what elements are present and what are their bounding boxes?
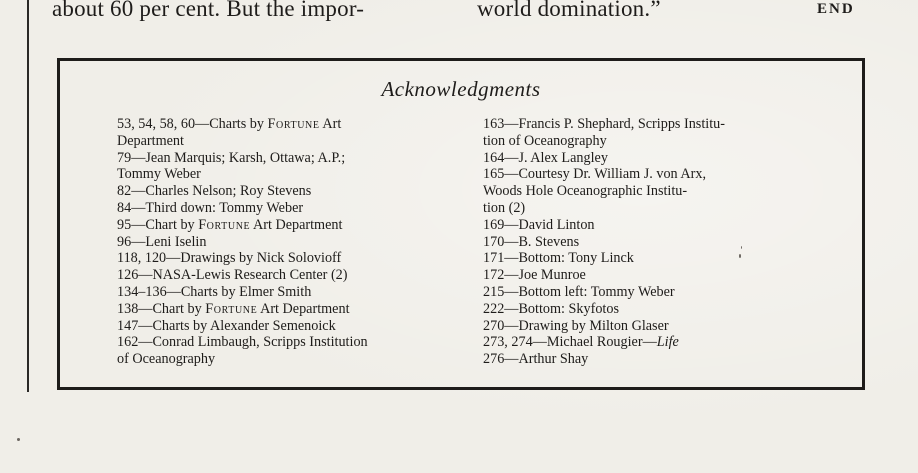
credit-entry (117, 250, 457, 267)
credit-entry (117, 234, 457, 251)
credit-line: 134–136—Charts by Elmer Smith (117, 283, 312, 300)
credit-line: 172—Joe Munroe (483, 267, 586, 284)
credit-line: 273, 274—Michael Rougier—Life (483, 334, 679, 351)
credit-entry (483, 150, 823, 167)
credit-entry (117, 318, 457, 335)
credit-line: 169—David Linton (483, 216, 595, 233)
credit-entry (483, 267, 823, 284)
credit-line: 95—Chart by Fortune Art Department (117, 216, 343, 233)
credit-line: 162—Conrad Limbaugh, Scripps Institution (117, 334, 368, 351)
credit-line: 270—Drawing by Milton Glaser (483, 317, 669, 334)
acknowledgments-title: Acknowledgments (381, 77, 541, 101)
credit-line: 222—Bottom: Skyfotos (483, 300, 619, 317)
credit-line: Woods Hole Oceanographic Institu- (483, 183, 688, 200)
credit-line: 53, 54, 58, 60—Charts by Fortune Art (117, 116, 342, 132)
credit-entry (117, 116, 457, 150)
credit-entry (483, 318, 823, 335)
credit-entry (483, 250, 823, 267)
credit-entry (117, 267, 457, 284)
acknowledgments-left-column (117, 116, 457, 368)
article-text-right: world domination.” (477, 0, 661, 21)
credit-entry (117, 150, 457, 184)
credit-entry (483, 334, 823, 351)
credit-entry (483, 116, 823, 150)
credit-entry (117, 200, 457, 217)
credit-entry (483, 217, 823, 234)
credit-entry (117, 301, 457, 318)
credit-line: of Oceanography (117, 351, 216, 368)
column-rule (27, 0, 29, 392)
credit-line: 118, 120—Drawings by Nick Solovioff (117, 250, 342, 267)
paper-speck (741, 246, 742, 249)
paper-speck (17, 438, 20, 441)
credit-line: 164—J. Alex Langley (483, 149, 608, 166)
credit-line: Tommy Weber (117, 166, 201, 183)
credit-entry (117, 334, 457, 368)
credit-entry (117, 183, 457, 200)
acknowledgments-right-column (483, 116, 823, 368)
credit-entry (117, 284, 457, 301)
credit-line: 163—Francis P. Shephard, Scripps Institu- (483, 116, 725, 132)
credit-line: 171—Bottom: Tony Linck (483, 250, 634, 267)
paper-speck (739, 254, 741, 258)
credit-line: 82—Charles Nelson; Roy Stevens (117, 183, 312, 200)
credit-entry (483, 284, 823, 301)
credit-line: Department (117, 132, 184, 149)
credit-entry (117, 217, 457, 234)
credit-entry (483, 166, 823, 216)
credit-line: tion of Oceanography (483, 132, 607, 149)
credit-line: 165—Courtesy Dr. William J. von Arx, (483, 166, 707, 183)
end-mark: END (817, 1, 855, 17)
article-text-left: about 60 per cent. But the impor- (52, 0, 365, 21)
credit-entry (483, 301, 823, 318)
credit-entry (483, 351, 823, 368)
credit-line: 138—Chart by Fortune Art Department (117, 300, 350, 317)
credit-line: 96—Leni Iselin (117, 233, 207, 250)
credit-line: 170—B. Stevens (483, 233, 580, 250)
credit-entry (483, 234, 823, 251)
credit-line: 147—Charts by Alexander Semenoick (117, 317, 336, 334)
credit-line: tion (2) (483, 199, 526, 216)
credit-line: 126—NASA-Lewis Research Center (2) (117, 267, 348, 284)
credit-line: 276—Arthur Shay (483, 351, 589, 368)
acknowledgments-box (57, 58, 865, 390)
credit-line: 215—Bottom left: Tommy Weber (483, 283, 675, 300)
credit-line: 79—Jean Marquis; Karsh, Ottawa; A.P.; (117, 149, 346, 166)
credit-line: 84—Third down: Tommy Weber (117, 199, 304, 216)
